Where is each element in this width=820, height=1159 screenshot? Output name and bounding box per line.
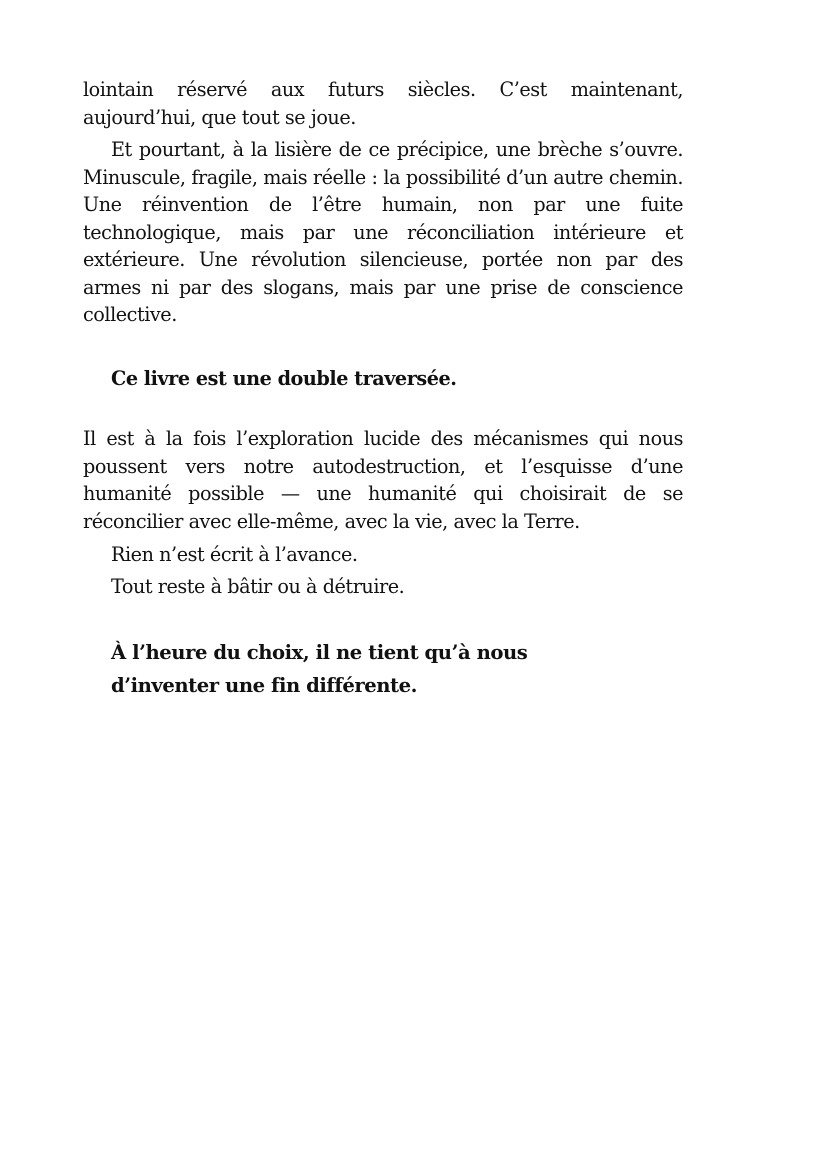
line-nothing-written: Rien n’est écrit à l’avance. <box>111 543 358 566</box>
paragraph-breach: Et pourtant, à la lisière de ce précipice, une brèche s’ouvre. Minuscule, fragile, mais réelle : la possibilité d’un autre chemin. Une réinvention de l’être humain, non par une fuite technologique, mais par une réconciliation intérieure et extérieure. Une révolution silencieuse, portée non par des armes ni par des slogans, mais par une prise de conscience collective. <box>83 138 683 326</box>
document-page <box>83 76 683 702</box>
section-heading: Ce livre est une double traversée. <box>111 366 457 390</box>
line-build-or-destroy: Tout reste à bâtir ou à détruire. <box>111 574 405 598</box>
closing-line-2: d’inventer une fin différente. <box>111 674 418 697</box>
paragraph-continuation: lointain réservé aux futurs siècles. C’est maintenant, aujourd’hui, que tout se joue. <box>83 78 683 129</box>
paragraph-exploration: Il est à la fois l’exploration lucide des mécanismes qui nous poussent vers notre autodestruction, et l’esquisse d’une humanité possible — une humanité qui choisirait de se réconcilier avec elle-même, avec la vie, avec la Terre. <box>83 427 683 533</box>
closing-statement <box>83 636 683 702</box>
closing-line-1: À l’heure du choix, il ne tient qu’à nous <box>111 641 528 664</box>
